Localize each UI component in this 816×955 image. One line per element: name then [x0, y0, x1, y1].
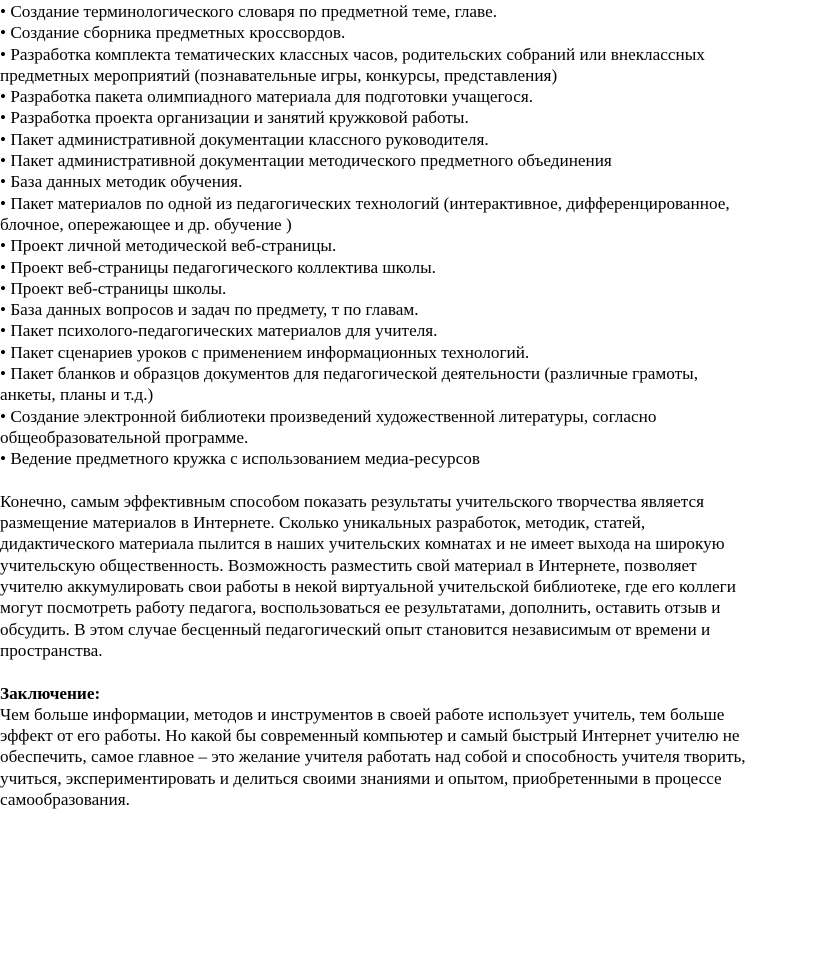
- spacer: [0, 661, 816, 682]
- conclusion-line: самообразования.: [0, 789, 130, 809]
- list-line: • Проект личной методической веб-страницы.: [0, 236, 337, 256]
- paragraph-line: размещение материалов в Интернете. Сколько уникальных разработок, методик, статей,: [0, 513, 646, 533]
- paragraph-line: обсудить. В этом случае бесценный педагогический опыт становится независимым от времени и: [0, 619, 711, 639]
- list-line: • Пакет материалов по одной из педагогических технологий (интерактивное, дифференцированное,: [0, 193, 730, 213]
- list-line: • База данных вопросов и задач по предмету, т по главам.: [0, 300, 419, 320]
- paragraph-line: учителю аккумулировать свои работы в некой виртуальной учительской библиотеке, где его коллеги: [0, 577, 736, 597]
- bullet-list: [0, 1, 816, 470]
- paragraph-line: учительскую общественность. Возможность разместить свой материал в Интернете, позволяет: [0, 555, 697, 575]
- list-line: анкеты, планы и т.д.): [0, 385, 154, 405]
- list-line: • Разработка пакета олимпиадного материала для подготовки учащегося.: [0, 87, 534, 107]
- conclusion-section: [0, 683, 816, 811]
- list-line: общеобразовательной программе.: [0, 427, 249, 447]
- list-line: • Создание электронной библиотеки произведений художественной литературы, согласно: [0, 406, 657, 426]
- conclusion-line: обеспечить, самое главное – это желание учителя работать над собой и способность учителя творить,: [0, 747, 746, 767]
- list-line: • Создание терминологического словаря по предметной теме, главе.: [0, 2, 497, 21]
- paragraph-line: могут посмотреть работу педагога, воспользоваться ее результатами, дополнить, оставить отзыв и: [0, 598, 721, 618]
- list-line: • Разработка комплекта тематических классных часов, родительских собраний или внеклассных: [0, 44, 705, 64]
- list-line: • Пакет административной документации классного руководителя.: [0, 129, 489, 149]
- paragraph-line: пространства.: [0, 640, 103, 660]
- paragraph-line: дидактического материала пылится в наших учительских комнатах и не имеет выхода на широкую: [0, 534, 725, 554]
- list-line: • Проект веб-страницы школы.: [0, 278, 227, 298]
- conclusion-heading: Заключение:: [0, 683, 101, 703]
- list-line: • Пакет административной документации методического предметного объединения: [0, 151, 612, 171]
- list-line: • Пакет сценариев уроков с применением информационных технологий.: [0, 342, 530, 362]
- conclusion-line: учиться, экспериментировать и делиться своими знаниями и опытом, приобретенными в процессе: [0, 768, 722, 788]
- body-paragraph: [0, 491, 816, 661]
- paragraph-line: Конечно, самым эффективным способом показать результаты учительского творчества является: [0, 491, 705, 511]
- conclusion-line: Чем больше информации, методов и инструментов в своей работе использует учитель, тем больше: [0, 704, 725, 724]
- list-line: • Ведение предметного кружка с использованием медиа-ресурсов: [0, 449, 480, 469]
- conclusion-line: эффект от его работы. Но какой бы современный компьютер и самый быстрый Интернет учителю не: [0, 726, 740, 746]
- list-line: предметных мероприятий (познавательные игры, конкурсы, представления): [0, 65, 558, 85]
- list-line: блочное, опережающее и др. обучение ): [0, 214, 292, 234]
- list-line: • Пакет психолого-педагогических материалов для учителя.: [0, 321, 438, 341]
- list-line: • Разработка проекта организации и занятий кружковой работы.: [0, 108, 469, 128]
- list-line: • Создание сборника предметных кроссвордов.: [0, 23, 346, 43]
- spacer: [0, 470, 816, 491]
- list-line: • База данных методик обучения.: [0, 172, 243, 192]
- list-line: • Пакет бланков и образцов документов для педагогической деятельности (различные грамоты,: [0, 364, 699, 384]
- list-line: • Проект веб-страницы педагогического коллектива школы.: [0, 257, 436, 277]
